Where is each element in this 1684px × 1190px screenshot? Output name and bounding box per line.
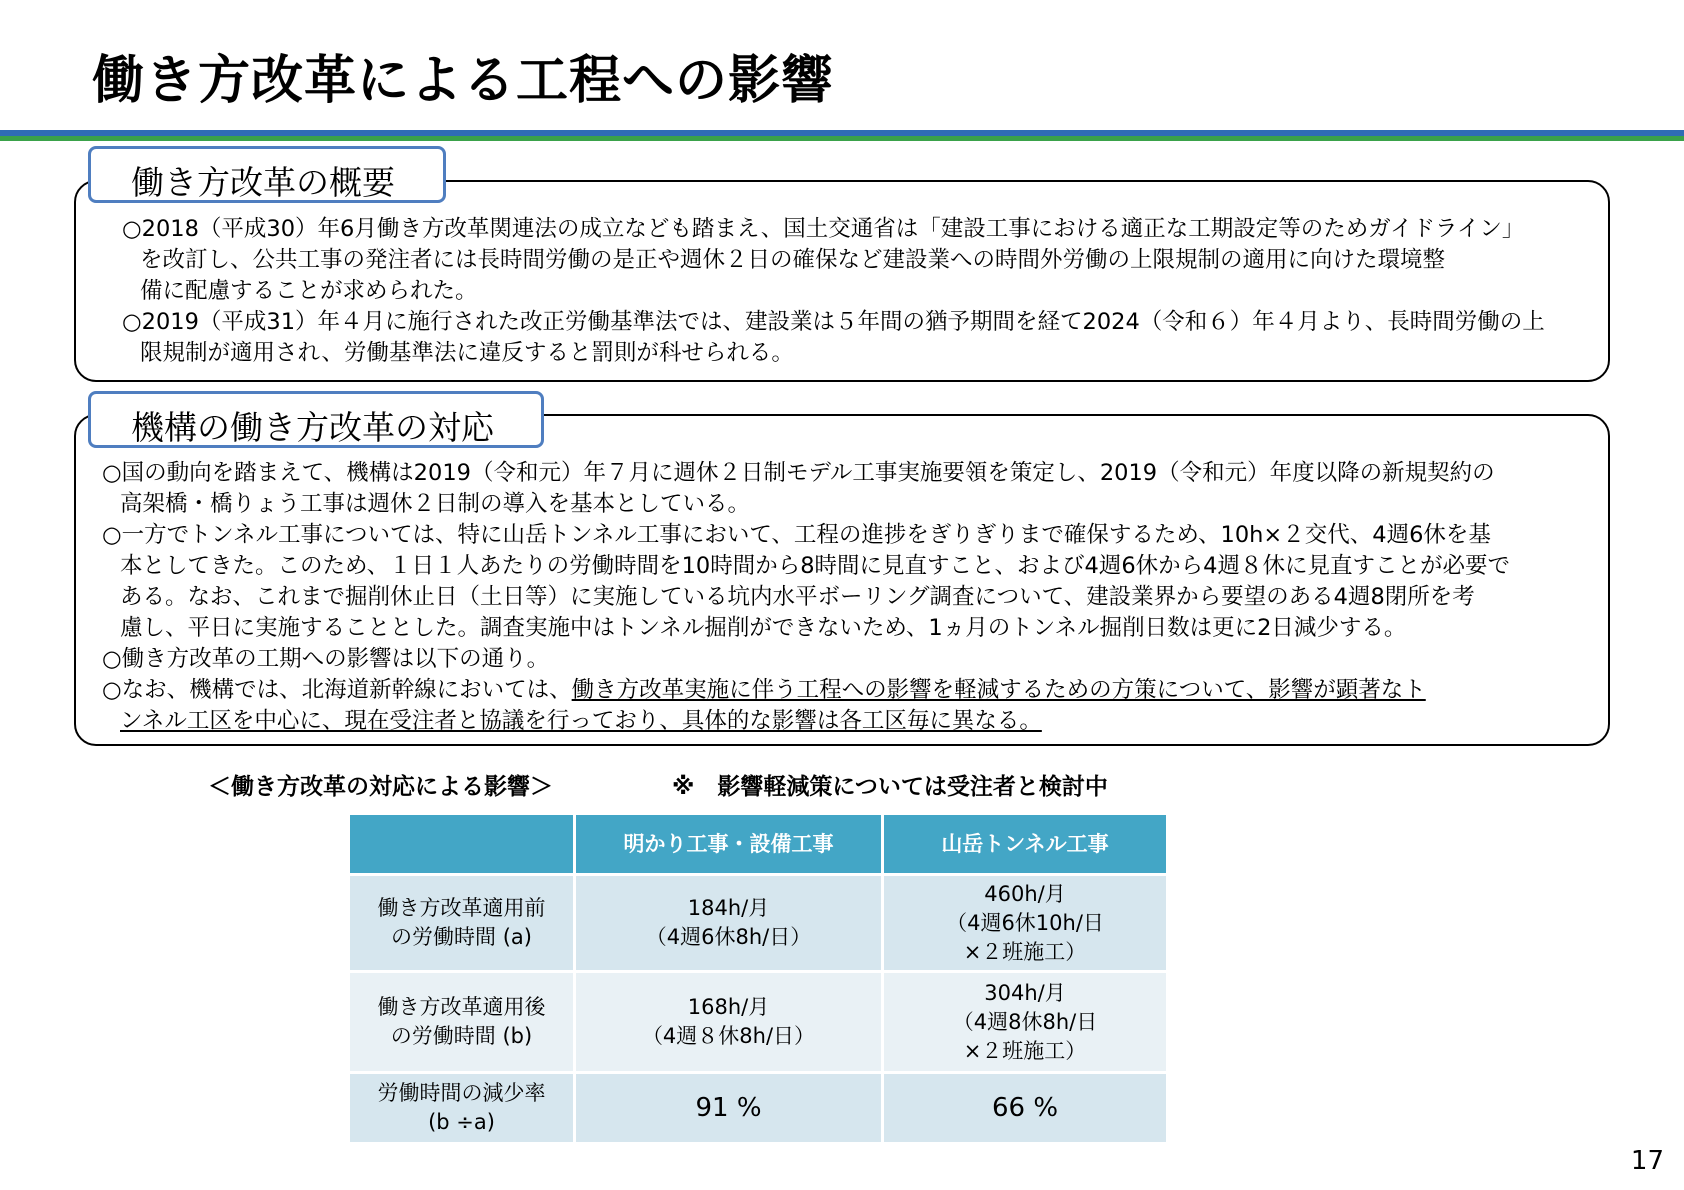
table-note: ※ 影響軽減策については受注者と検討中 [672,774,1108,800]
overview-paragraph-1: ○2018（平成30）年6月働き方改革関連法の成立なども踏まえ、国土交通省は「建設工事における適正な工期設定等のためガイドライン」 を改訂し、公共工事の発注者には長時間労働の是正や週休２日の確保など建設業への時間外労働の上限規制の適用に向けた環境整 備に配慮することが求められた。 [122,216,1525,304]
table-header-tunnel-works: 山岳トンネル工事 [883,814,1168,875]
table-header-open-works: 明かり工事・設備工事 [575,814,883,875]
overview-paragraph-2: ○2019（平成31）年４月に施行された改正労働基準法では、建設業は５年間の猶予期間を経て2024（令和６）年４月より、長時間労働の上 限規制が適用され、労働基準法に違反すると罰則が科せられる。 [122,309,1545,366]
table-header-row [349,814,1168,875]
page-title: 働き方改革による工程への影響 [92,51,835,111]
row-label: 働き方改革適用後 の労働時間 (b) [349,972,575,1073]
row-label: 働き方改革適用前 の労働時間 (a) [349,875,575,972]
table-caption: ＜働き方改革の対応による影響＞ [208,774,553,800]
table-header-empty [349,814,575,875]
response-paragraph-4: ○なお、機構では、北海道新幹線においては、働き方改革実施に伴う工程への影響を軽減するための方策について、影響が顕著なト ンネル工区を中心に、現在受注者と協議を行っており、具体的な影響は各工区毎に異なる。 [102,677,1426,734]
cell-tunnel-works: 66 % [883,1073,1168,1144]
cell-open-works: 168h/月 （4週８休8h/日） [575,972,883,1073]
response-heading: 機構の働き方改革の対応 [88,391,544,448]
response-paragraph-3: ○働き方改革の工期への影響は以下の通り。 [102,646,550,672]
header-rule-green [0,136,1684,141]
row-label: 労働時間の減少率 (b ÷a) [349,1073,575,1144]
cell-open-works: 91 % [575,1073,883,1144]
table-row [349,1073,1168,1144]
cell-tunnel-works: 304h/月 （4週8休8h/日 ×２班施工） [883,972,1168,1073]
table-row [349,972,1168,1073]
response-paragraph-1: ○国の動向を踏まえて、機構は2019（令和元）年７月に週休２日制モデル工事実施要領を策定し、2019（令和元）年度以降の新規契約の 高架橋・橋りょう工事は週休２日制の導入を基本としている。 [102,460,1495,517]
table-row [349,875,1168,972]
overview-heading: 働き方改革の概要 [88,146,446,203]
response-paragraph-2: ○一方でトンネル工事については、特に山岳トンネル工事において、工程の進捗をぎりぎりまで確保するため、10h×２交代、4週6休を基 本としてきた。このため、１日１人あたりの労働時間を10時間から8時間に見直すこと、および4週6休から4週８休に見直すことが必要で ある。なお、これまで掘削休止日（土日等）に実施している坑内水平ボーリング調査について、建設業界から要望のある4週8閉所を考 慮し、平日に実施することとした。調査実施中はトンネル掘削ができないため、1ヵ月のトンネル掘削日数は更に2日減少する。 [102,522,1510,641]
page-number: 17 [1630,1146,1664,1176]
cell-tunnel-works: 460h/月 （4週6休10h/日 ×２班施工） [883,875,1168,972]
cell-open-works: 184h/月 （4週6休8h/日） [575,875,883,972]
impact-table [347,812,1169,1145]
